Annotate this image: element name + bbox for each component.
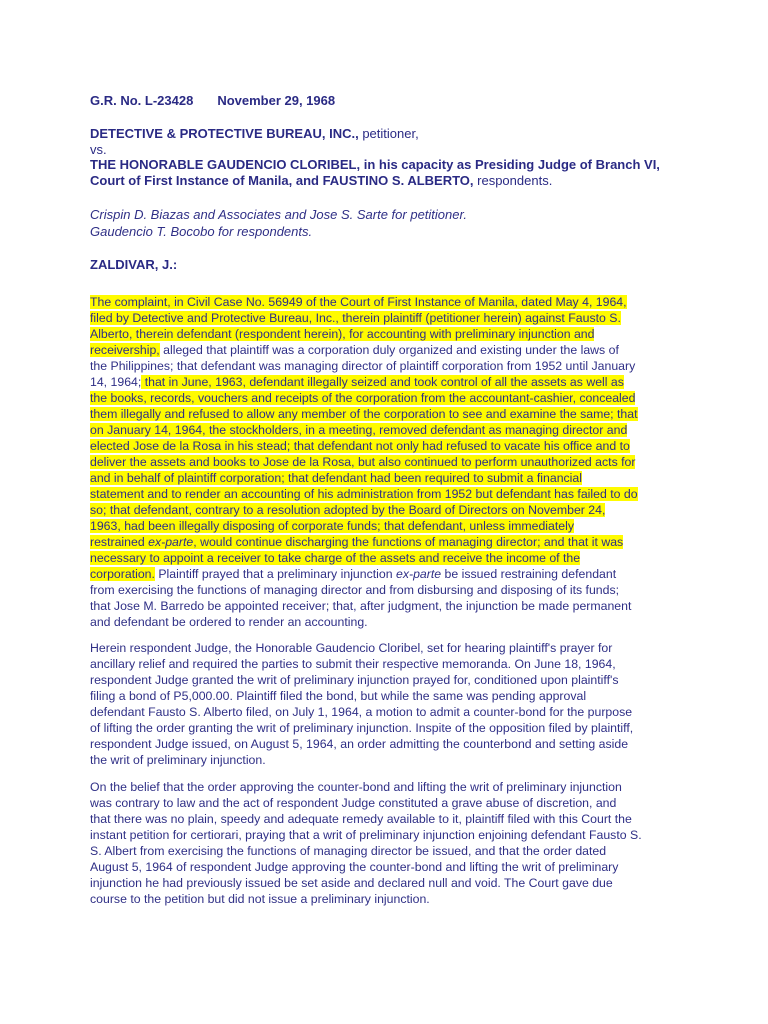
text-line: 1963, had been illegally disposing of corporate funds; that defendant, unless immediately xyxy=(90,519,574,533)
text-line: The complaint, in Civil Case No. 56949 of the Court of First Instance of Manila, dated May 4, 1964, xyxy=(90,295,627,309)
text-line: corporation. xyxy=(90,567,155,581)
text-line: alleged that plaintiff was a corporation duly organized and existing under the laws of xyxy=(159,343,619,357)
text-line: receivership, xyxy=(90,343,160,357)
text-line: that in June, 1963, defendant illegally seized and took control of all the assets as well as xyxy=(141,375,624,389)
text-line: that Jose M. Barredo be appointed receiver; that, after judgment, the injunction be made permanent xyxy=(90,599,632,613)
respondents-role: respondents. xyxy=(473,172,553,188)
paragraph-3 xyxy=(90,779,690,907)
case-number: G.R. No. L-23428 xyxy=(90,93,194,108)
text-line: the Philippines; that defendant was managing director of plaintiff corporation from 1952 until January xyxy=(90,359,636,373)
counsel-block xyxy=(90,207,467,240)
text-line: and defendant be ordered to render an accounting. xyxy=(90,615,368,629)
text-line: on January 14, 1964, the stockholders, in a meeting, removed defendant as managing director and xyxy=(90,423,628,437)
paragraph-2 xyxy=(90,640,690,768)
text-line: the writ of preliminary injunction. xyxy=(90,753,266,767)
text-line: course to the petition but did not issue a preliminary injunction. xyxy=(90,892,430,906)
petitioner-name: DETECTIVE & PROTECTIVE BUREAU, INC., xyxy=(90,126,359,141)
text-line: filed by Detective and Protective Bureau, Inc., therein plaintiff (petitioner herein) against Fausto S. xyxy=(90,311,621,325)
text-line: restrained xyxy=(90,535,149,549)
text-line: August 5, 1964 of respondent Judge approving the counter-bond and lifting the writ of preliminary xyxy=(90,860,619,874)
text-line: elected Jose de la Rosa in his stead; that defendant not only had refused to vacate his office and to xyxy=(90,439,630,453)
text-line: ex-parte xyxy=(396,567,442,581)
text-line: be issued restraining defendant xyxy=(441,567,617,581)
text-line: the books, records, vouchers and receipts of the corporation from the accountant-cashier, concealed xyxy=(90,391,636,405)
text-line: that there was no plain, speedy and adequate remedy available to it, plaintiff filed with this Court the xyxy=(90,812,632,826)
text-line: , would continue discharging the functions of managing director; and that it was xyxy=(193,535,624,549)
text-line: respondent Judge granted the writ of preliminary injunction prayed for, conditioned upon plaintiff's xyxy=(90,673,619,687)
paragraph-1 xyxy=(90,294,690,630)
text-line: ancillary relief and required the parties to submit their respective memoranda. On June 18, 1964, xyxy=(90,657,616,671)
text-line: respondent Judge issued, on August 5, 1964, an order admitting the counterbond and setting aside xyxy=(90,737,629,751)
text-line: so; that defendant, contrary to a resolution adopted by the Board of Directors on November 24, xyxy=(90,503,606,517)
text-line: Alberto, therein defendant (respondent herein), for accounting with preliminary injunction and xyxy=(90,327,595,341)
text-line: ex-parte xyxy=(148,535,194,549)
versus-label: vs. xyxy=(90,141,107,157)
text-line: Plaintiff prayed that a preliminary injunction xyxy=(154,567,396,581)
respondent-line-1: THE HONORABLE GAUDENCIO CLORIBEL, in his capacity as Presiding Judge of Branch VI, xyxy=(90,157,660,172)
counsel-respondents: Gaudencio T. Bocobo for respondents. xyxy=(90,223,313,239)
text-line: 14, 1964; xyxy=(90,375,142,389)
ponente: ZALDIVAR, J.: xyxy=(90,257,178,272)
text-line: defendant Fausto S. Alberto filed, on July 1, 1964, a motion to admit a counter-bond for the purpose xyxy=(90,705,633,719)
text-line: was contrary to law and the act of respondent Judge constituted a grave abuse of discretion, and xyxy=(90,796,617,810)
text-line: necessary to appoint a receiver to take charge of the assets and receive the income of the xyxy=(90,551,581,565)
counsel-petitioner: Crispin D. Biazas and Associates and Jose S. Sarte for petitioner. xyxy=(90,207,467,222)
respondent-line-2: Court of First Instance of Manila, and FAUSTINO S. ALBERTO, xyxy=(90,172,474,188)
text-line: them illegally and refused to allow any member of the corporation to see and examine the same; that xyxy=(90,407,638,421)
text-line: On the belief that the order approving the counter-bond and lifting the writ of preliminary injunction xyxy=(90,780,622,794)
text-line: and in behalf of plaintiff corporation; that defendant had been required to submit a financial xyxy=(90,471,582,485)
case-parties xyxy=(90,126,730,188)
petitioner-role: petitioner, xyxy=(358,126,419,141)
text-line: deliver the assets and books to Jose de la Rosa, but also continued to perform unauthorized acts for xyxy=(90,455,636,469)
text-line: from exercising the functions of managing director and from disbursing and disposing of its funds; xyxy=(90,583,620,597)
text-line: filing a bond of P5,000.00. Plaintiff filed the bond, but while the same was pending approval xyxy=(90,689,587,703)
text-line: S. Albert from exercising the functions of managing director be issued, and that the order dated xyxy=(90,844,607,858)
text-line: statement and to render an accounting of his administration from 1952 but defendant has failed to do xyxy=(90,487,638,501)
text-line: instant petition for certiorari, praying that a writ of preliminary injunction enjoining defendant Fausto S. xyxy=(90,828,642,842)
text-line: Herein respondent Judge, the Honorable Gaudencio Cloribel, set for hearing plaintiff's prayer for xyxy=(90,641,613,655)
case-date: November 29, 1968 xyxy=(217,93,336,108)
text-line: injunction he had previously issued be set aside and declared null and void. The Court gave due xyxy=(90,876,613,890)
case-header xyxy=(90,93,335,108)
text-line: of lifting the order granting the writ of preliminary injunction. Inspite of the opposition filed by plaintiff, xyxy=(90,721,634,735)
